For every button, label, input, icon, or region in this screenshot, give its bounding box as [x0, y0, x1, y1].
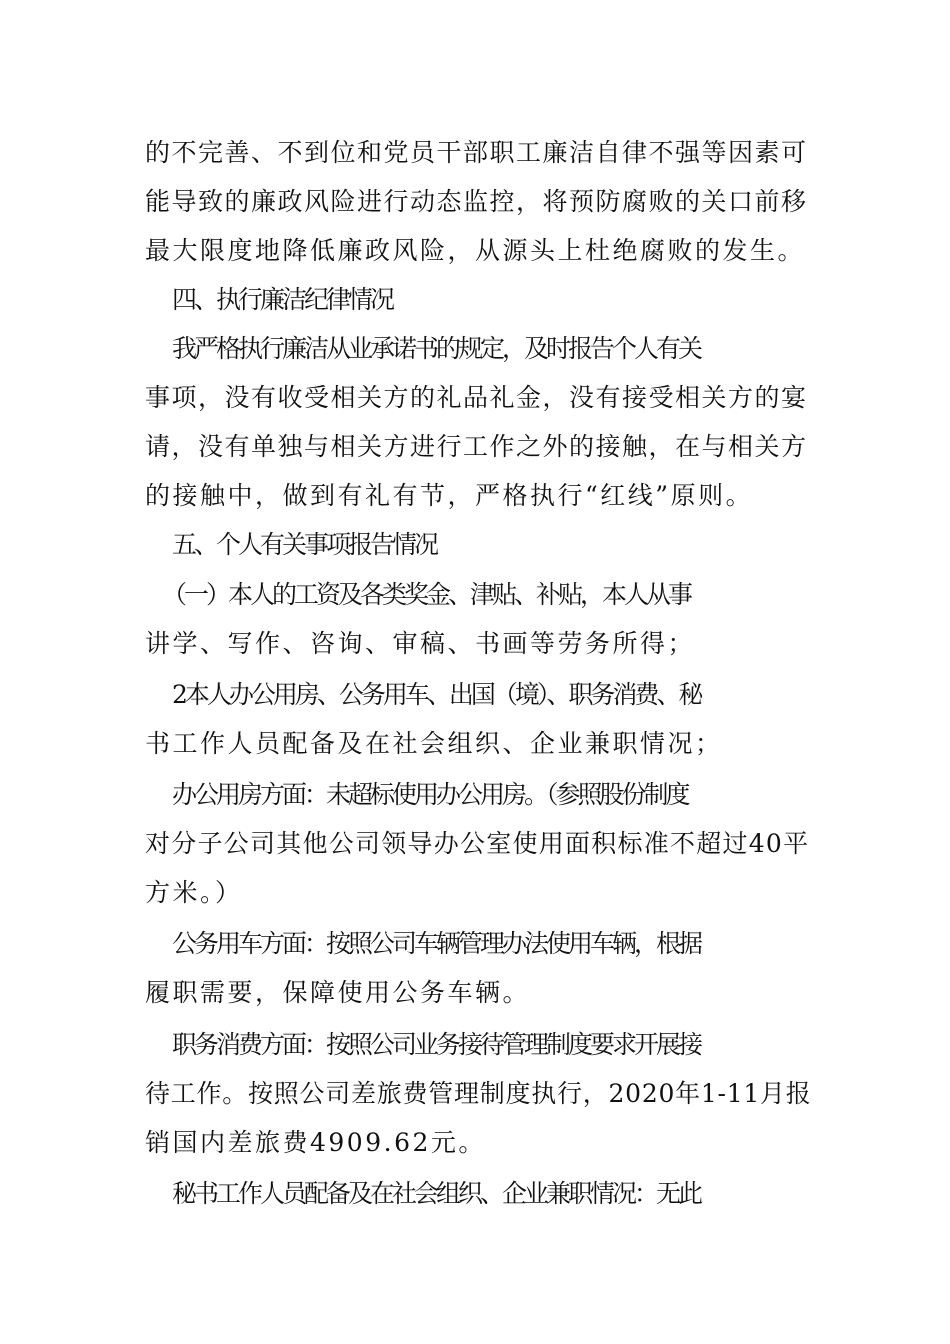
paragraph-line: 办公用房方面：未超标使用办公用房。（参照股份制度 — [172, 780, 688, 809]
paragraph-line: 对分子公司其他公司领导办公室使用面积标准不超过40平 — [145, 829, 810, 858]
paragraph-line: （一）本人的工资及各类奖金、津贴、补贴，本人从事 — [162, 580, 691, 609]
paragraph-line: 讲学、写作、咨询、审稿、书画等劳务所得； — [145, 629, 696, 658]
section-heading: 五、个人有关事项报告情况 — [172, 530, 437, 559]
paragraph-line: 销国内差旅费4909.62元。 — [145, 1128, 486, 1157]
paragraph-line: 2本人办公用房、公务用车、出国（境）、职务消费、秘 — [172, 680, 701, 709]
section-heading: 四、执行廉洁纪律情况 — [172, 285, 393, 314]
paragraph-line: 的不完善、不到位和党员干部职工廉洁自律不强等因素可 — [145, 138, 808, 167]
paragraph-line: 我严格执行廉洁从业承诺书的规定，及时报告个人有关 — [172, 334, 701, 363]
paragraph-line: 待工作。按照公司差旅费管理制度执行，2020年1-11月报 — [145, 1079, 812, 1108]
paragraph-line: 书工作人员配备及在社会组织、企业兼职情况； — [145, 729, 723, 758]
paragraph-line: 事项，没有收受相关方的礼品礼金，没有接受相关方的宴 — [145, 383, 808, 412]
paragraph-line: 最大限度地降低廉政风险，从源头上杜绝腐败的发生。 — [145, 236, 806, 265]
paragraph-line: 方米。） — [145, 878, 243, 907]
paragraph-line: 的接触中，做到有礼有节，严格执行“红线”原则。 — [145, 481, 754, 510]
paragraph-line: 能导致的廉政风险进行动态监控，将预防腐败的关口前移 — [145, 187, 808, 216]
paragraph-line: 请，没有单独与相关方进行工作之外的接触，在与相关方 — [145, 432, 808, 461]
paragraph-line: 职务消费方面：按照公司业务接待管理制度要求开展接 — [172, 1030, 701, 1059]
paragraph-line: 秘书工作人员配备及在社会组织、企业兼职情况：无此 — [172, 1179, 701, 1208]
paragraph-line: 公务用车方面：按照公司车辆管理办法使用车辆，根据 — [172, 929, 701, 958]
paragraph-line: 履职需要，保障使用公务车辆。 — [145, 978, 531, 1007]
